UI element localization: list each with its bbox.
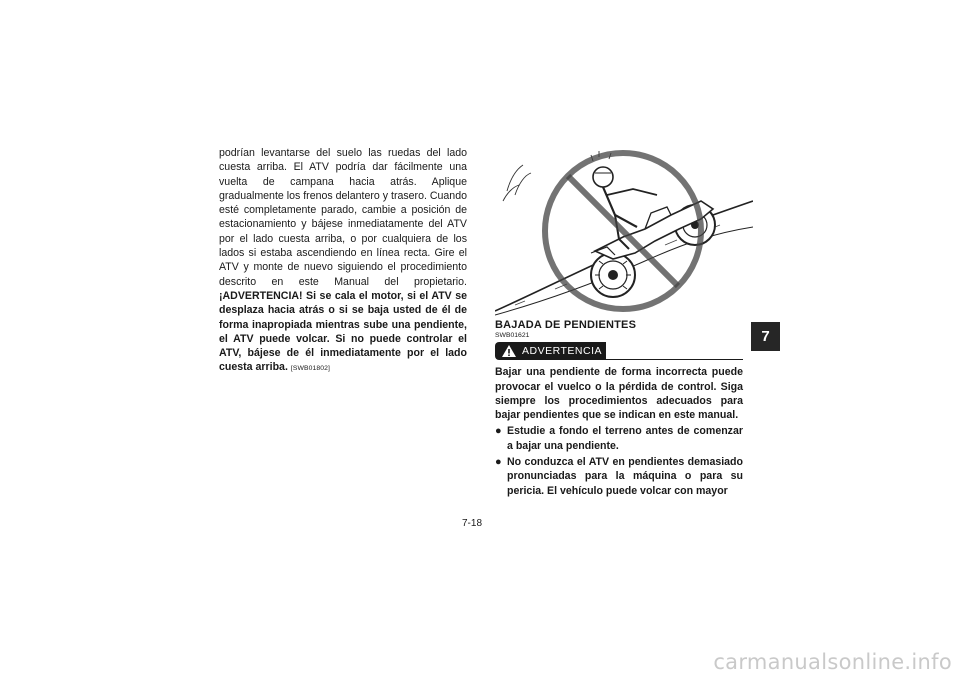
section-title: BAJADA DE PENDIENTES bbox=[495, 319, 637, 331]
right-column bbox=[495, 318, 743, 498]
warning-label-box bbox=[495, 342, 606, 360]
list-item-text: Estudie a fondo el terreno antes de comenzar a bajar una pendiente. bbox=[507, 425, 743, 452]
warning-label-text: ADVERTENCIA bbox=[522, 345, 602, 358]
warning-intro: Bajar una pendiente de forma incorrecta puede provocar el vuelco o la pérdida de control. Siga siempre los procedimientos adecuados para bajar pendientes que se indican en este manual. bbox=[495, 366, 743, 422]
prohibited-atv-wheelie-illustration bbox=[495, 143, 753, 321]
body-text: podrían levantarse del suelo las ruedas del lado cuesta arriba. El ATV podría dar fácilmente una vuelta de campana hacia atrás. Aplique gradualmente los frenos delantero y trasero. Cuando esté completamente parado, cambie a posición de estacionamiento y bájese inmediatamente del ATV por el lado cuesta arriba, o por cualquiera de los lados si estaba ascendiendo en línea recta. Gire el ATV y monte de nuevo siguiendo el procedimiento descrito en este Manual del propietario. bbox=[219, 147, 467, 288]
list-item-text: No conduzca el ATV en pendientes demasiado pronunciadas para la máquina o para su pericia. El vehículo puede volcar con mayor bbox=[507, 456, 743, 497]
body-paragraph bbox=[219, 146, 467, 377]
warning-header bbox=[495, 342, 743, 361]
watermark: carmanualsonline.info bbox=[713, 650, 952, 674]
bullet-dot-icon: ● bbox=[495, 456, 502, 469]
inline-warning-text: ¡ADVERTENCIA! Si se cala el motor, si el ATV se desplaza hacia atrás o si se baja usted de él de forma inapropiada mientras sube una pendiente, el ATV puede volcar. Si no puede controlar el ATV, bájese de él inmediatamente por el lado cuesta arriba. bbox=[219, 289, 467, 374]
list-item bbox=[495, 455, 743, 498]
warning-triangle-icon bbox=[501, 344, 517, 358]
section-code: SWB01621 bbox=[495, 332, 530, 340]
chapter-tab: 7 bbox=[751, 322, 780, 351]
bullet-dot-icon: ● bbox=[495, 425, 502, 438]
page-number: 7-18 bbox=[462, 518, 483, 529]
list-item bbox=[495, 424, 743, 453]
left-column bbox=[219, 146, 467, 377]
inline-warning-code: [SWB01802] bbox=[290, 365, 331, 373]
warning-rule bbox=[606, 359, 743, 360]
